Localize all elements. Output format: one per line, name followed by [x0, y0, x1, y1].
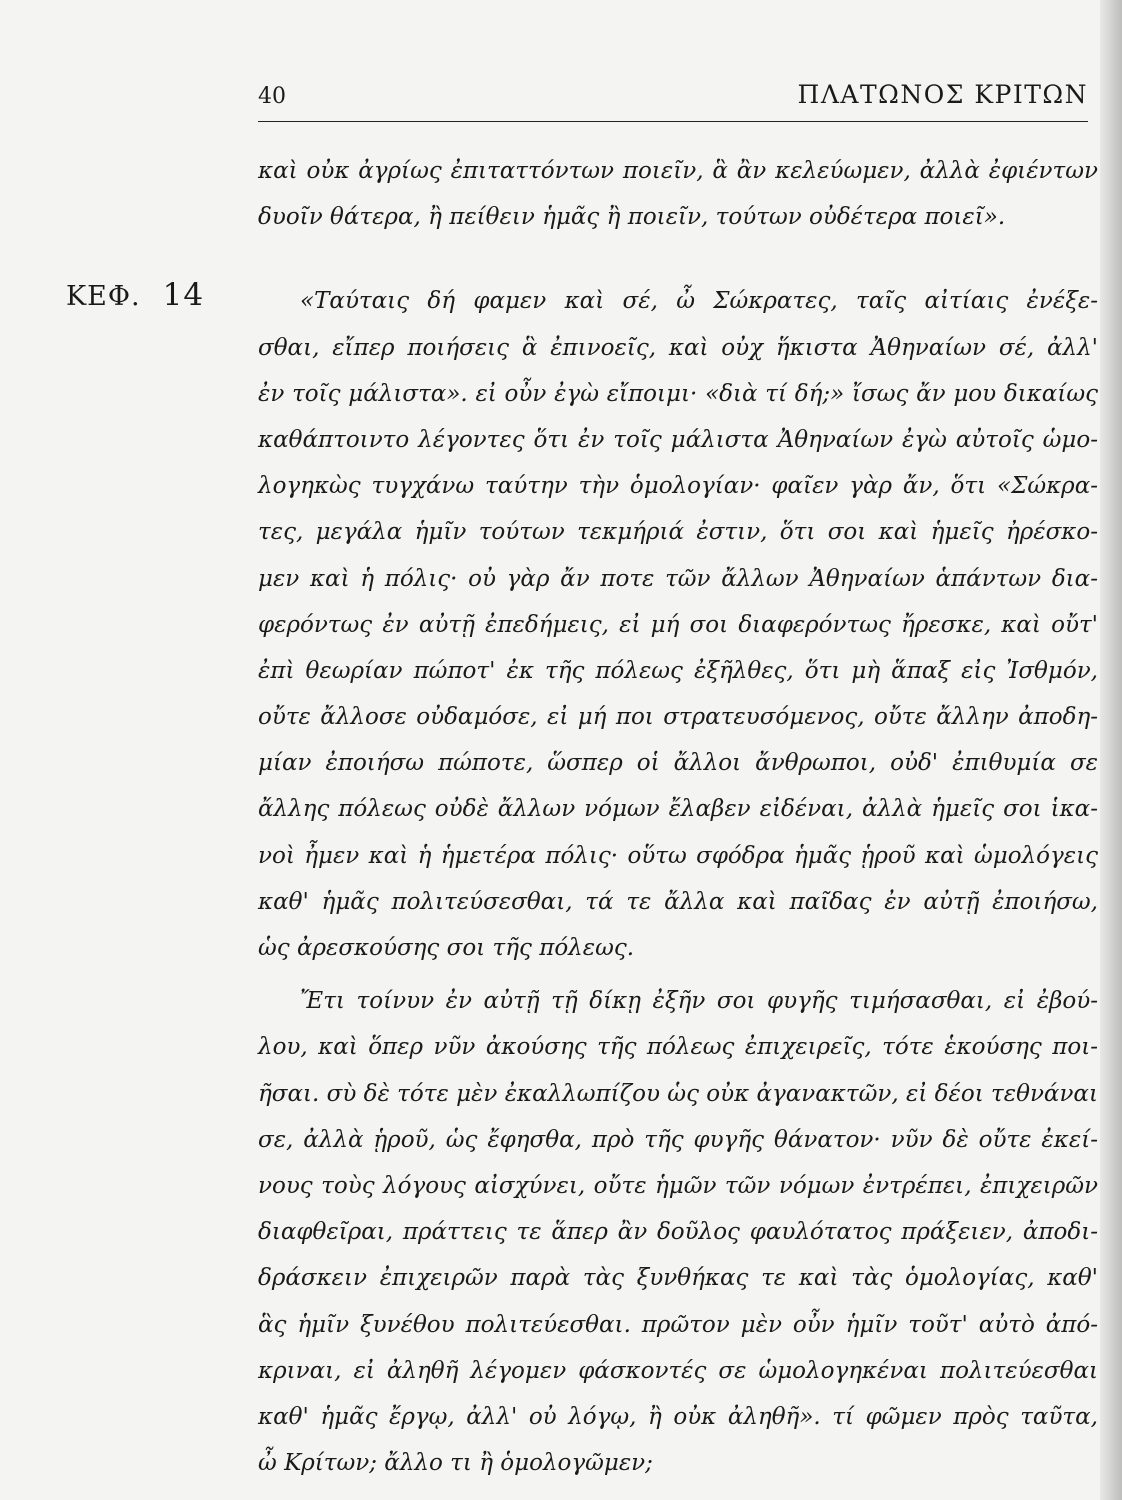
text-line: νους τοὺς λόγους αἰσχύνει, οὔτε ἡμῶν τῶν νόμων ἐντρέπει, ἐπιχειρῶν	[258, 1172, 1098, 1199]
text-line: λογηκὼς τυγχάνω ταύτην τὴν ὁμολογίαν· φαῖεν γὰρ ἄν, ὅτι «Σώκρα-	[258, 473, 1098, 500]
text-line: νοὶ ἦμεν καὶ ἡ ἡμετέρα πόλις· οὕτω σφόδρα ἡμᾶς ᾑροῦ καὶ ὡμολόγεις	[258, 842, 1098, 869]
paragraph	[258, 978, 1098, 1486]
page-header	[258, 80, 1088, 120]
text-line: καθ' ἡμᾶς πολιτεύσεσθαι, τά τε ἄλλα καὶ παῖδας ἐν αὐτῇ ἐποιήσω,	[258, 888, 1098, 915]
main-text	[258, 148, 1098, 1486]
text-line: ἐν τοῖς μάλιστα». εἰ οὖν ἐγὼ εἴποιμι· «διὰ τί δή;» ἴσως ἄν μου δικαίως	[258, 380, 1098, 407]
text-line: μεν καὶ ἡ πόλις· οὐ γὰρ ἄν ποτε τῶν ἄλλων Ἀθηναίων ἁπάντων δια-	[258, 565, 1098, 592]
text-line: Ἔτι τοίνυν ἐν αὐτῇ τῇ δίκῃ ἐξῆν σοι φυγῆς τιμήσασθαι, εἰ ἐβού-	[300, 988, 1098, 1015]
text-line: καὶ οὐκ ἀγρίως ἐπιταττόντων ποιεῖν, ἃ ἂν κελεύωμεν, ἀλλὰ ἐφιέντων	[258, 158, 1098, 184]
page-number: 40	[258, 84, 286, 109]
text-line: οὔτε ἄλλοσε οὐδαμόσε, εἰ μή ποι στρατευσόμενος, οὔτε ἄλλην ἀποδη-	[258, 704, 1098, 731]
chapter-number: 14	[162, 277, 205, 313]
text-line: ἃς ἡμῖν ξυνέθου πολιτεύεσθαι. πρῶτον μὲν οὖν ἡμῖν τοῦτ' αὐτὸ ἀπό-	[258, 1311, 1098, 1338]
chapter-marker	[66, 277, 204, 313]
text-line: φερόντως ἐν αὐτῇ ἐπεδήμεις, εἰ μή σοι διαφερόντως ἤρεσκε, καὶ οὔτ'	[258, 611, 1098, 638]
text-line: ῆσαι. σὺ δὲ τότε μὲν ἐκαλλωπίζου ὡς οὐκ ἀγανακτῶν, εἰ δέοι τεθνάναι	[258, 1080, 1098, 1107]
text-line: δυοῖν θάτερα, ἢ πείθειν ἡμᾶς ἢ ποιεῖν, τούτων οὐδέτερα ποιεῖ».	[258, 204, 1006, 231]
page-edge-shadow	[1100, 0, 1122, 1500]
text-line: ἄλλης πόλεως οὐδὲ ἄλλων νόμων ἔλαβεν εἰδέναι, ἀλλὰ ἡμεῖς σοι ἱκα-	[258, 796, 1098, 823]
text-line: ὦ Κρίτων; ἄλλο τι ἢ ὁμολογῶμεν;	[258, 1450, 653, 1477]
running-title: ΠΛΑΤΩΝΟΣ ΚΡΙΤΩΝ	[797, 80, 1088, 109]
text-line: σθαι, εἴπερ ποιήσεις ἃ ἐπινοεῖς, καὶ οὐχ ἥκιστα Ἀθηναίων σέ, ἀλλ'	[258, 334, 1098, 361]
paragraph	[258, 278, 1098, 971]
text-line: ἐπὶ θεωρίαν πώποτ' ἐκ τῆς πόλεως ἐξῆλθες, ὅτι μὴ ἅπαξ εἰς Ἰσθμόν,	[258, 657, 1098, 684]
paragraph	[258, 148, 1098, 240]
text-line: λου, καὶ ὅπερ νῦν ἀκούσης τῆς πόλεως ἐπιχειρεῖς, τότε ἑκούσης ποι-	[258, 1034, 1098, 1061]
text-line: τες, μεγάλα ἡμῖν τούτων τεκμήριά ἐστιν, ὅτι σοι καὶ ἡμεῖς ἠρέσκο-	[258, 519, 1098, 546]
text-line: καθ' ἡμᾶς ἔργῳ, ἀλλ' οὐ λόγῳ, ἢ οὐκ ἀληθῆ». τί φῶμεν πρὸς ταῦτα,	[258, 1403, 1098, 1430]
text-line: μίαν ἐποιήσω πώποτε, ὥσπερ οἱ ἄλλοι ἄνθρωποι, οὐδ' ἐπιθυμία σε	[258, 750, 1098, 777]
text-line: διαφθεῖραι, πράττεις τε ἅπερ ἂν δοῦλος φαυλότατος πράξειεν, ἀποδι-	[258, 1219, 1098, 1246]
text-line: σε, ἀλλὰ ᾑροῦ, ὡς ἔφησθα, πρὸ τῆς φυγῆς θάνατον· νῦν δὲ οὔτε ἐκεί-	[258, 1126, 1098, 1153]
text-line: ὡς ἀρεσκούσης σοι τῆς πόλεως.	[258, 935, 635, 961]
text-line: δράσκειν ἐπιχειρῶν παρὰ τὰς ξυνθήκας τε καὶ τὰς ὁμολογίας, καθ'	[258, 1265, 1098, 1292]
text-line: «Ταύταις δή φαμεν καὶ σέ, ὦ Σώκρατες, ταῖς αἰτίαις ἐνέξε-	[300, 288, 1098, 315]
chapter-label: ΚΕΦ.	[66, 281, 141, 312]
text-line: καθάπτοιντο λέγοντες ὅτι ἐν τοῖς μάλιστα Ἀθηναίων ἐγὼ αὐτοῖς ὡμο-	[258, 426, 1098, 453]
header-rule	[258, 121, 1088, 122]
text-line: κριναι, εἰ ἀληθῆ λέγομεν φάσκοντές σε ὡμολογηκέναι πολιτεύεσθαι	[258, 1357, 1098, 1384]
